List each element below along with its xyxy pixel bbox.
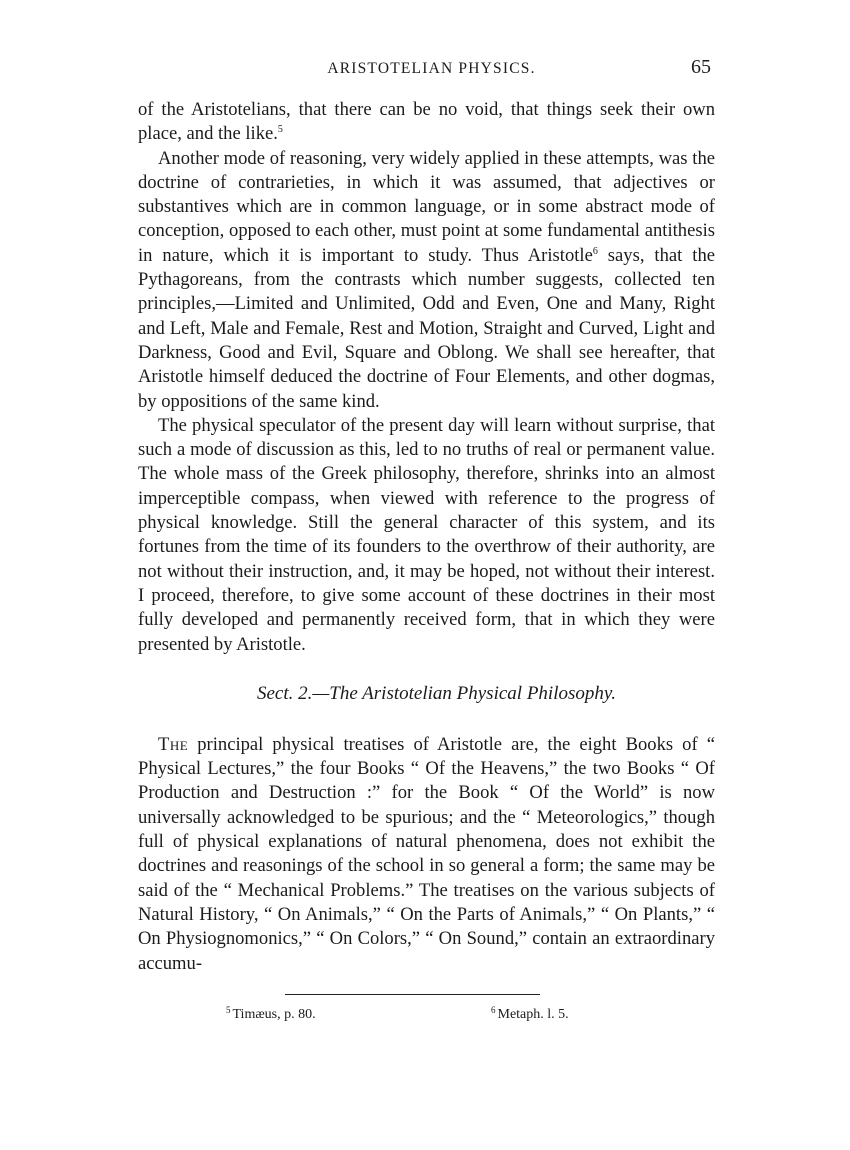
footnote-5-mark: 5 — [226, 1004, 231, 1015]
section-title: The Aristotelian Physical Philosophy. — [329, 682, 617, 704]
paragraph-4-text: principal physical treatises of Aristotle are, the eight Books of “ Physical Lectures,” the four Books “ Of the Heavens,” the two Books “ Of Production and Destruction :” for the Book “ Of the World” is now universally acknowledged to be spurious; and the “ Meteorologics,” though full of physical explanations of natural phenomena, does not exhibit the doctrines and reasonings of the school in so general a form; the same may be said of the “ Mechanical Problems.” The treatises on the various subjects of Natural History, “ On Animals,” “ On the Parts of Animals,” “ On Plants,” “ On Physiognomonics,” “ On Colors,” “ On Sound,” contain an extraordinary accumu- — [138, 733, 715, 974]
footnote-6 — [491, 1004, 569, 1023]
section-heading — [138, 683, 715, 705]
footnote-5 — [226, 1004, 316, 1023]
book-page — [138, 52, 715, 1033]
paragraph-3 — [138, 414, 715, 657]
footnote-6-text: Metaph. l. 5. — [497, 1006, 569, 1022]
paragraph-4-lead: The — [158, 733, 189, 755]
footnote-rule — [285, 994, 540, 995]
paragraph-3-text: The physical speculator of the present day will learn without surprise, that such a mode of discussion as this, led to no truths of real or permanent value. The whole mass of the Greek philosophy, therefore, shrinks into an almost imperceptible compass, when viewed with reference to the progress of physical knowledge. Still the general character of this system, and its fortunes from the time of its founders to the overthrow of their authority, are not without their instruction, and, it may be hoped, not without their interest. I proceed, therefore, to give some account of these doctrines in their most fully developed and permanently received form, that in which they were presented by Aristotle. — [138, 414, 715, 655]
running-title: ARISTOTELIAN PHYSICS. — [327, 60, 536, 77]
paragraph-1-text: of the Aristotelians, that there can be no void, that things seek their own place, and the like. — [138, 99, 715, 145]
section-number: Sect. 2.— — [256, 682, 330, 704]
footnote-ref-5: 5 — [277, 124, 283, 136]
running-head — [138, 52, 715, 82]
paragraph-2-text-a: Another mode of reasoning, very widely applied in these attempts, was the doctrine of contrarieties, in which it was assumed, that adjectives or substantives which are in common language, or in some abstract mode of conception, opposed to each other, must point at some fundamental antithesis in nature, which it is important to study. Thus Aristotle — [138, 147, 715, 266]
paragraph-2-text-b: says, that the Pythagoreans, from the contrasts which number suggests, collected ten principles,—Limited and Unlimited, Odd and Even, One and Many, Right and Left, Male and Female, Rest and Motion, Straight and Curved, Light and Darkness, Good and Evil, Square and Oblong. We shall see hereafter, that Aristotle himself deduced the doctrine of Four Elements, and other dogmas, by oppositions of the same kind. — [138, 244, 715, 412]
paragraph-4 — [138, 733, 715, 976]
footnotes — [138, 1003, 715, 1033]
footnote-6-mark: 6 — [491, 1004, 496, 1015]
paragraph-2 — [138, 147, 715, 414]
page-number: 65 — [691, 56, 711, 78]
footnote-ref-6: 6 — [592, 245, 598, 257]
footnote-5-text: Timæus, p. 80. — [232, 1006, 316, 1022]
main-text — [138, 98, 715, 976]
paragraph-1 — [138, 98, 715, 147]
